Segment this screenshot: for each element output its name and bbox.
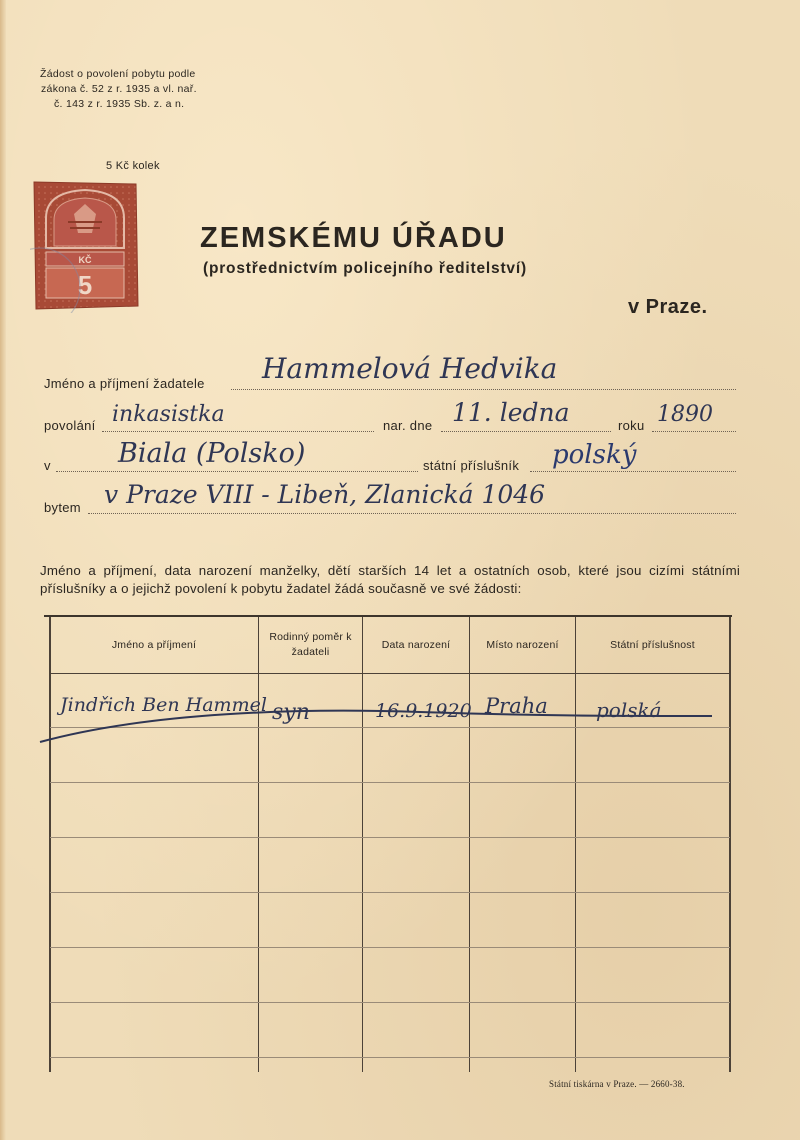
table-row-divider xyxy=(50,1002,730,1003)
name-value: Hammelová Hedvika xyxy=(262,352,558,385)
place-value: Biala (Polsko) xyxy=(118,438,306,469)
law-reference-line: zákona č. 52 z r. 1935 a vl. nař. xyxy=(41,83,197,95)
paper-edge xyxy=(0,0,6,1140)
table-cell-relation: syn xyxy=(272,700,310,725)
table-row-divider xyxy=(50,837,730,838)
citizenship-dotted-line xyxy=(530,471,736,472)
persons-table xyxy=(44,615,732,1072)
law-reference xyxy=(40,67,197,112)
table-column-divider xyxy=(258,617,259,1072)
residence-label: bytem xyxy=(44,500,81,515)
law-reference-line: Žádost o povolení pobytu podle xyxy=(40,68,196,80)
born-dotted-line xyxy=(441,431,611,432)
table-header-divider xyxy=(50,673,730,674)
occupation-label: povolání xyxy=(44,418,96,433)
place-dotted-line xyxy=(56,471,418,472)
stamp-currency: KČ xyxy=(78,255,92,265)
table-row-divider xyxy=(50,1057,730,1058)
stamp-value: 5 xyxy=(77,270,93,300)
table-cell-birthdate: 16.9.1920 xyxy=(375,700,472,722)
table-column-divider xyxy=(469,617,470,1072)
citizenship-value: polský xyxy=(552,440,637,470)
occupation-dotted-line xyxy=(102,431,374,432)
column-header: Státní příslušnost xyxy=(610,638,695,651)
name-dotted-line xyxy=(231,389,736,390)
page-subtitle: (prostřednictvím policejního ředitelství) xyxy=(203,260,527,277)
name-label: Jméno a příjmení žadatele xyxy=(44,376,205,391)
stamp-label: 5 Kč kolek xyxy=(106,160,160,172)
revenue-stamp-icon xyxy=(30,178,140,313)
column-header: Místo narození xyxy=(486,638,559,651)
table-column-divider xyxy=(362,617,363,1072)
born-label: nar. dne xyxy=(383,418,433,433)
place-label: v xyxy=(44,458,51,473)
column-header: Jméno a příjmení xyxy=(111,638,197,651)
year-value: 1890 xyxy=(657,402,713,427)
law-reference-line: č. 143 z r. 1935 Sb. z. a n. xyxy=(54,98,185,110)
table-row-divider xyxy=(50,727,730,728)
table-column-divider xyxy=(575,617,576,1072)
instructions-paragraph: Jméno a příjmení, data narození manželky, dětí starších 14 let a ostatních osob, které jsou cizími státními příslušníky a o jejichž povolení k pobytu žadatel žádá současně ve své žádosti: xyxy=(40,563,740,596)
table-cell-birthplace: Praha xyxy=(485,694,548,718)
year-label: roku xyxy=(618,418,645,433)
table-row-divider xyxy=(50,782,730,783)
table-border xyxy=(49,617,51,1072)
citizenship-label: státní příslušník xyxy=(423,458,520,473)
column-header: Rodinný poměr k žadateli xyxy=(269,631,352,658)
residence-dotted-line xyxy=(88,513,736,514)
year-dotted-line xyxy=(652,431,736,432)
table-row-divider xyxy=(50,892,730,893)
occupation-value: inkasistka xyxy=(112,402,225,427)
column-header: Data narození xyxy=(381,638,451,651)
page-title: ZEMSKÉMU ÚŘADU xyxy=(200,222,507,254)
table-cell-citizenship: polská xyxy=(596,698,662,722)
city-label: v Praze. xyxy=(628,296,708,318)
printer-footer: Státní tiskárna v Praze. — 2660-38. xyxy=(549,1079,685,1089)
residence-value: v Praze VIII - Libeň, Zlanická 1046 xyxy=(104,480,546,509)
table-border xyxy=(729,617,731,1072)
table-row-divider xyxy=(50,947,730,948)
born-value: 11. ledna xyxy=(452,398,570,427)
table-cell-name: Jindřich Ben Hammel xyxy=(60,694,267,716)
